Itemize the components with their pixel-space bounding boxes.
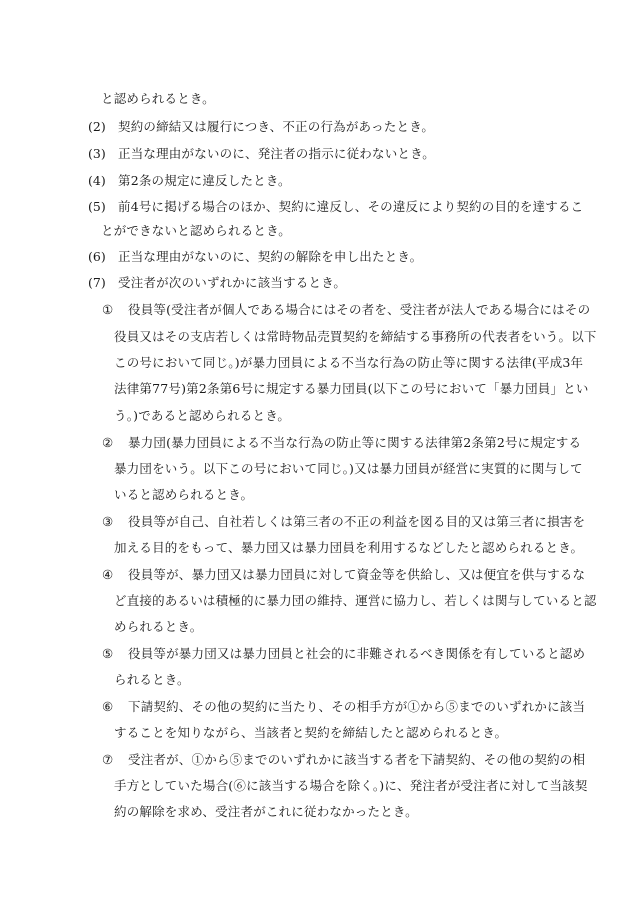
subitem-text: う。)であると認められるとき。 — [114, 408, 291, 423]
subitem-text: 下請契約、その他の契約に当たり、その相手方が①から⑤までのいずれかに該当 — [128, 699, 586, 714]
subitem-text: 手方としていた場合(⑥に該当する場合を除く。)に、発注者が受注者に対して当該契 — [114, 778, 588, 793]
subitem-text: この号において同じ。)が暴力団員による不当な行為の防止等に関する法律(平成3年 — [114, 355, 584, 370]
subitem-text: 役員又はその支店若しくは常時物品売買契約を締結する事務所の代表者をいう。以下 — [114, 329, 597, 344]
subitem-number: ② — [102, 435, 114, 450]
item-number: (5) — [88, 199, 106, 214]
item-text: 契約の締結又は履行につき、不正の行為があったとき。 — [118, 119, 435, 134]
subitem-number: ⑥ — [102, 699, 114, 714]
subitem-text: 法律第77号)第2条第6号に規定する暴力団員(以下この号において「暴力団員」とい — [114, 381, 589, 396]
item-text: 正当な理由がないのに、発注者の指示に従わないとき。 — [118, 146, 436, 161]
item-text: 正当な理由がないのに、契約の解除を申し出たとき。 — [118, 249, 423, 264]
subitem-text: いると認められるとき。 — [114, 487, 254, 502]
continuation-text: と認められるとき。 — [101, 91, 215, 106]
subitem-number: ① — [102, 302, 114, 317]
subitem-text: 暴力団(暴力団員による不当な行為の防止等に関する法律第2条第2号に規定する — [128, 435, 582, 450]
item-number: (4) — [88, 173, 106, 188]
subitem-number: ④ — [102, 567, 114, 582]
subitem-text: 約の解除を求め、受注者がこれに従わなかったとき。 — [114, 804, 418, 819]
subitem-text: 暴力団をいう。以下この号において同じ。)又は暴力団員が経営に実質的に関与して — [114, 461, 583, 476]
subitem-text: 受注者が、①から⑤までのいずれかに該当する者を下請契約、その他の契約の相 — [128, 752, 586, 767]
item-number: (6) — [88, 249, 106, 264]
subitem-text: することを知りながら、当該者と契約を締結したと認められるとき。 — [114, 725, 508, 740]
subitem-text: 役員等が暴力団又は暴力団員と社会的に非難されるべき関係を有していると認め — [128, 646, 586, 661]
subitem-text: 加える目的をもって、暴力団又は暴力団員を利用するなどしたと認められるとき。 — [114, 540, 584, 555]
subitem-text: 役員等が自己、自社若しくは第三者の不正の利益を図る目的又は第三者に損害を — [128, 514, 586, 529]
subitem-number: ⑦ — [102, 752, 114, 767]
item-number: (2) — [88, 119, 106, 134]
item-text: 第2条の規定に違反したとき。 — [118, 173, 291, 188]
subitem-text: 役員等が、暴力団又は暴力団員に対して資金等を供給し、又は便宜を供与するな — [128, 567, 586, 582]
item-number: (7) — [88, 275, 106, 290]
subitem-text: 役員等(受注者が個人である場合にはその者を、受注者が法人である場合にはその — [128, 302, 591, 317]
subitem-number: ⑤ — [102, 646, 114, 661]
subitem-text: められるとき。 — [114, 619, 203, 634]
item-text: 受注者が次のいずれかに該当するとき。 — [118, 275, 347, 290]
item-text: 前4号に掲げる場合のほか、契約に違反し、その違反により契約の目的を達するこ — [118, 199, 584, 214]
item-number: (3) — [88, 146, 106, 161]
subitem-number: ③ — [102, 514, 114, 529]
subitem-text: られるとき。 — [114, 672, 190, 687]
subitem-text: ど直接的あるいは積極的に暴力団の維持、運営に協力し、若しくは関与していると認 — [114, 593, 597, 608]
item-text: とができないと認められるとき。 — [101, 223, 292, 238]
